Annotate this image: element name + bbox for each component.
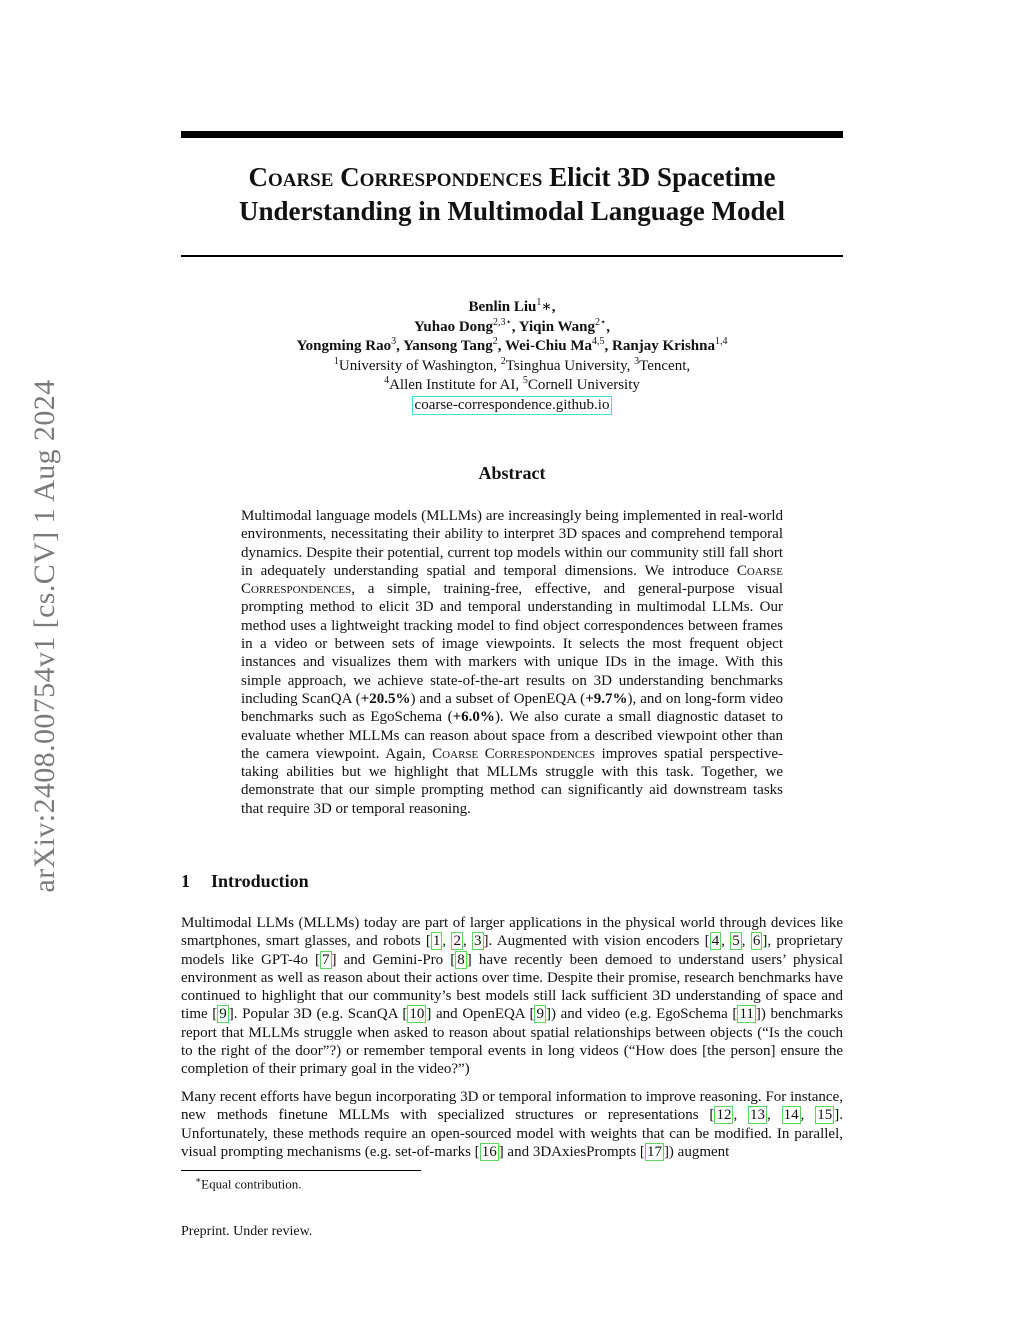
- affil-sup: 1: [333, 355, 339, 367]
- citation-link[interactable]: 14: [783, 1107, 799, 1124]
- author-name: Yansong Tang: [403, 338, 493, 354]
- footnote-rule: [181, 1170, 421, 1171]
- author-affil-sup: 1: [536, 297, 542, 308]
- abstract-segment: Multimodal language models (MLLMs) are increasingly being implemented in real-world environments, necessitating their ability to interpret 3D spaces and comprehend temporal dynamics. Despite their potential, current top models within our community still fall short in adequately understanding spatial and temporal dimensions. We introduce: [241, 508, 783, 579]
- arxiv-identifier-stamp: arXiv:2408.00754v1 [cs.CV] 1 Aug 2024: [28, 379, 61, 893]
- author-name: Yiqin Wang: [518, 318, 596, 335]
- citation-link[interactable]: 16: [481, 1143, 497, 1160]
- title-line1-rest: Elicit 3D Spacetime: [542, 162, 776, 192]
- intro-paragraph-2: Many recent efforts have begun incorporating 3D or temporal information to improve reasoning. For instance, new methods finetune MLLMs with specialized structures or representations [ 12 , 13 , 14 , 15 ]. Unfortunately, these methods require an open-sourced model with weights that can be modified. In parallel, visual prompting mechanisms (e.g. set-of-marks [ 16 ] and 3DAxiesPrompts [ 17 ]) augment: [181, 1089, 844, 1160]
- author-name: Wei-Chiu Ma: [504, 338, 593, 354]
- abstract-segment: ) and a subset of OpenEQA (: [410, 690, 586, 707]
- title-line2: Understanding in Multimodal Language Model: [238, 196, 786, 226]
- text-segment: Multimodal LLMs (MLLMs) today are part of larger applications in the physical world through devices like smartphones, smart glasses, and robots [: [181, 915, 843, 950]
- citation-link[interactable]: 17: [646, 1143, 662, 1160]
- citation-link[interactable]: 15: [817, 1107, 833, 1124]
- citation-link[interactable]: 6: [752, 933, 761, 950]
- project-page-link[interactable]: coarse-correspondence.github.io: [412, 396, 613, 415]
- affiliation: Allen Institute for AI,: [389, 377, 523, 393]
- text-segment: ] and OpenEQA [: [426, 1006, 535, 1023]
- abstract-segment: ). We also curate a small diagnostic dataset to evaluate whether MLLMs can reason about space from a described viewpoint other than the camera viewpoint. Again,: [241, 709, 783, 762]
- author-sep: ,: [396, 338, 404, 354]
- result-value: +6.0%: [452, 709, 495, 726]
- author-sep: ,: [497, 338, 505, 354]
- author-mark: ∗,: [541, 299, 556, 315]
- citation-link[interactable]: 4: [711, 933, 720, 950]
- affil-sup: 4: [384, 375, 390, 386]
- preprint-note: Preprint. Under review.: [181, 1224, 313, 1239]
- author-block: [181, 298, 843, 415]
- abstract-text: [241, 507, 783, 818]
- author-name: Benlin Liu: [468, 299, 537, 315]
- author-sep: ,: [511, 318, 519, 335]
- affiliation-line-1: [181, 357, 843, 377]
- affiliation: Tsinghua University,: [505, 357, 635, 374]
- abstract-segment: improves spatial perspective-taking abilities but we highlight that MLLMs struggle with this task. Together, we demonstrate that our simple prompting method can significantly aid downstream tasks that require 3D or temporal reasoning.: [241, 745, 783, 817]
- author-name: Yuhao Dong: [413, 318, 494, 335]
- affiliation: Tencent,: [639, 357, 691, 374]
- section-number: 1: [181, 871, 190, 891]
- method-name: Coarse Correspondences: [241, 562, 783, 598]
- footnote-text: Equal contribution.: [201, 1176, 302, 1192]
- affiliation: Cornell University: [527, 377, 640, 393]
- footnote-mark: ∗: [195, 1175, 202, 1185]
- author-affil-sup: 2⋆: [595, 316, 607, 328]
- text-segment: ], proprietary models like GPT-4o [: [181, 933, 844, 968]
- author-affil-sup: 3: [391, 336, 397, 347]
- intro-paragraph-1: Multimodal LLMs (MLLMs) today are part of larger applications in the physical world through devices like smartphones, smart glasses, and robots [ 1 , 2 , 3 ]. Augmented with vision encoders [ 4 , 5 , 6 ], proprietary models like GPT-4o [ 7 ] and Gemini-Pro [ 8 ] have recently been demoed to understand users’ physical environment as well as reason about their actions over time. Despite their promise, research benchmarks have continued to highlight that our community’s best models still lack sufficient 3D understanding of space and time [ 9 ]. Popular 3D (e.g. ScanQA [ 10 ] and OpenEQA [ 9 ]) and video (e.g. EgoSchema [ 11 ]) benchmarks report that MLLMs struggle when asked to reason about spatial relationships between objects (“Is the couch to the right of the door”?) or remember temporal events in long videos (“How does [the person] ensure the completion of their primary goal in the video?”): [181, 915, 844, 1078]
- author-name: Yongming Rao: [296, 338, 392, 354]
- text-segment: ] have recently been demoed to understand users’ physical environment as well as reason about their actions over time. Despite their promise, research benchmarks have continued to highlight that our community’s best models still lack sufficient 3D understanding of space and time [: [181, 951, 843, 1023]
- text-segment: ]) augment: [663, 1143, 730, 1160]
- text-segment: ] and Gemini-Pro [: [331, 951, 456, 968]
- title-method-name: Coarse Correspondences: [248, 162, 543, 192]
- affil-sup: 5: [522, 375, 528, 386]
- author-affil-sup: 1,4: [714, 336, 728, 347]
- author-affil-sup: 2,3⋆: [493, 316, 512, 328]
- abstract-segment: ), and on long-form video benchmarks such as EgoSchema (: [241, 690, 784, 726]
- section-title: Introduction: [211, 871, 309, 891]
- title-bottom-rule: [181, 255, 843, 257]
- text-segment: ]. Popular 3D (e.g. ScanQA [: [228, 1006, 408, 1023]
- section-heading-introduction: [181, 871, 309, 892]
- result-value: +9.7%: [585, 690, 628, 707]
- citation-link[interactable]: 10: [409, 1006, 425, 1023]
- text-segment: ]) benchmarks report that MLLMs struggle when asked to reason about spatial relationships between objects (“Is the couch to the right of the door”?) or remember temporal events in long videos (“How does [the person] ensure the completion of their primary goal in the video?”): [181, 1006, 843, 1078]
- result-value: +20.5%: [360, 690, 411, 707]
- paper-title: [181, 160, 843, 228]
- affil-sup: 2: [500, 355, 506, 367]
- citation-link[interactable]: 9: [219, 1006, 227, 1023]
- text-segment: ]. Augmented with vision encoders [: [483, 933, 710, 950]
- author-affil-sup: 2: [492, 336, 498, 347]
- citation-link[interactable]: 8: [457, 951, 465, 968]
- author-line-2: [181, 318, 843, 338]
- text-segment: Many recent efforts have begun incorporating 3D or temporal information to improve reasoning. For instance, new methods finetune MLLMs with specialized structures or representations [: [181, 1089, 843, 1124]
- method-name: Coarse Correspondences: [432, 745, 596, 762]
- abstract-segment: , a simple, training-free, effective, and general-purpose visual prompting method to elicit 3D and temporal understanding in multimodal LLMs. Our method uses a lightweight tracking model to find object correspondences between frames in a video or between sets of image viewpoints. It selects the most frequent object instances and visualizes them with markers with unique IDs in the image. With this simple approach, we achieve state-of-the-art results on 3D understanding benchmarks including ScanQA (: [241, 581, 783, 707]
- citation-link[interactable]: 5: [732, 933, 740, 950]
- abstract-heading: Abstract: [478, 463, 546, 483]
- author-name: Ranjay Krishna: [612, 338, 715, 354]
- citation-link[interactable]: 9: [536, 1006, 544, 1023]
- project-link-line: [181, 396, 843, 416]
- text-segment: ]) and video (e.g. EgoSchema [: [545, 1006, 738, 1023]
- author-affil-sup: 4,5: [592, 336, 605, 347]
- author-line-3: [181, 337, 843, 357]
- affiliation: University of Washington,: [338, 357, 501, 374]
- footnote: [195, 1175, 302, 1192]
- citation-link[interactable]: 7: [322, 951, 330, 968]
- author-sep: ,: [606, 318, 611, 335]
- citation-link[interactable]: 12: [716, 1107, 732, 1124]
- author-line-1: [181, 298, 843, 318]
- text-segment: ] and 3DAxiesPrompts [: [498, 1143, 645, 1160]
- citation-link[interactable]: 2: [453, 933, 461, 950]
- citation-link[interactable]: 3: [474, 933, 482, 950]
- citation-link[interactable]: 1: [432, 933, 441, 950]
- citation-link[interactable]: 13: [750, 1107, 766, 1124]
- affiliation-line-2: [181, 376, 843, 396]
- text-segment: ]. Unfortunately, these methods require an open-sourced model with weights that can be modified. In parallel, visual prompting mechanisms (e.g. set-of-marks [: [181, 1107, 844, 1160]
- author-sep: ,: [604, 338, 613, 354]
- title-top-rule: [181, 131, 843, 138]
- citation-link[interactable]: 11: [739, 1006, 754, 1023]
- affil-sup: 3: [634, 355, 640, 367]
